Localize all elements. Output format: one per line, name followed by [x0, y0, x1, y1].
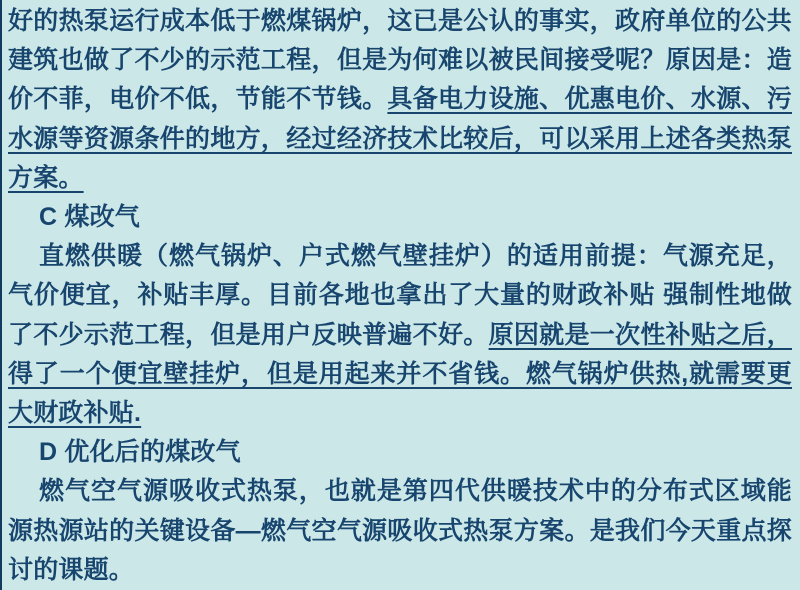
paragraph-heat-pump-underlined-text: 具备电力设施、优惠电价、水源、污水源等资源条件的地方，经过经济技术比较后，可以采用上述各类热泵方案。 — [8, 85, 792, 192]
paragraph-coal-to-gas — [8, 237, 792, 433]
paragraph-heat-pump-normal-text: 好的热泵运行成本低于燃煤锅炉，这已是公认的事实，政府单位的公共建筑也做了不少的示范工程，但是为何难以被民间接受呢？原因是：造价不菲，电价不低，节能不节钱。 — [8, 7, 792, 114]
paragraph-heat-pump-acceptance — [8, 2, 792, 198]
paragraph-coal-to-gas-underlined-text: 原因就是一次性补贴之后，得了一个便宜壁挂炉，但是用起来并不省钱。燃气锅炉供热,就需要更大财政补贴. — [8, 320, 792, 428]
left-edge-border — [0, 0, 2, 590]
heading-c-coal-to-gas: C 煤改气 — [39, 203, 141, 232]
heading-d-optimized-coal-to-gas: D 优化后的煤改气 — [39, 438, 241, 467]
paragraph-optimized-normal-text: 燃气空气源吸收式热泵，也就是第四代供暖技术中的分布式区域能源热源站的关键设备—燃气空气源吸收式热泵方案。是我们今天重点探讨的课题。 — [8, 477, 792, 584]
paragraph-optimized-coal-to-gas — [8, 472, 792, 590]
paragraph-coal-to-gas-normal-text: 直燃供暖（燃气锅炉、户式燃气壁挂炉）的适用前提：气源充足，气价便宜，补贴丰厚。目前各地也拿出了大量的财政补贴 强制性地做了不少示范工程，但是用户反映普遍不好。 — [8, 242, 792, 349]
